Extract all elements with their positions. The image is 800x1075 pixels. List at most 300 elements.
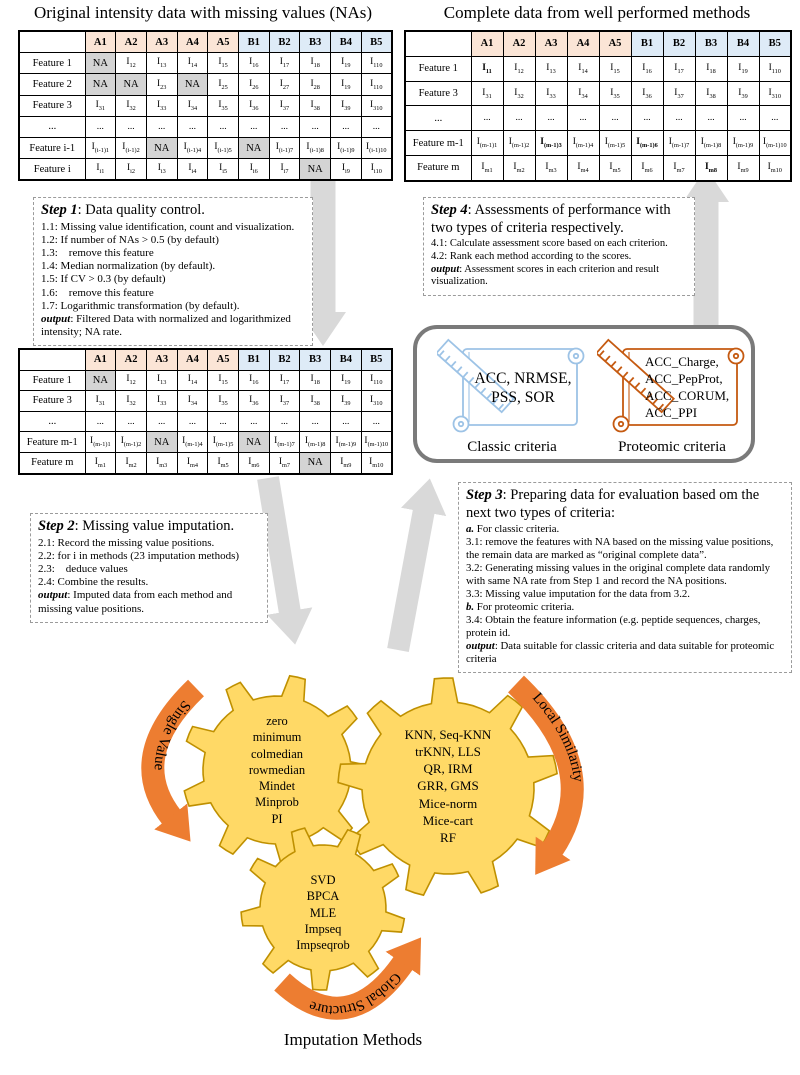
intensity-value-cell: ... bbox=[361, 411, 392, 432]
criteria-panel bbox=[413, 325, 755, 463]
intensity-value-cell: ... bbox=[85, 411, 116, 432]
step-text-line: output: Imputed data from each method and missing value positions. bbox=[38, 589, 236, 615]
global-structure-arrow-label: Global Structure bbox=[307, 969, 404, 1018]
text-line: Impseqrob bbox=[296, 938, 350, 952]
intensity-value-cell: ... bbox=[471, 106, 503, 131]
intensity-value-cell: ... bbox=[208, 116, 239, 137]
intensity-value-cell: $I_{39}$ bbox=[331, 95, 362, 116]
text-line: Impseq bbox=[304, 921, 342, 936]
step-text-line: output: Filtered Data with normalized and logarithmized intensity; NA rate. bbox=[41, 313, 294, 339]
column-header: A1 bbox=[85, 349, 116, 370]
intensity-value-cell: $I_{m10}$ bbox=[759, 155, 791, 180]
column-header: B5 bbox=[759, 31, 791, 56]
intensity-value-cell: $I_{19}$ bbox=[331, 74, 362, 95]
step-text-line: 1.1: Missing value identification, count and visualization. bbox=[41, 220, 295, 233]
na-cell: NA bbox=[300, 159, 331, 181]
table-row bbox=[19, 53, 392, 74]
column-header: A2 bbox=[116, 349, 147, 370]
column-header: A3 bbox=[535, 31, 567, 56]
classic-criteria-list bbox=[471, 352, 575, 424]
intensity-value-cell: $I_{28}$ bbox=[300, 74, 331, 95]
intensity-value-cell: $I_{(m-1)9}$ bbox=[727, 131, 759, 156]
column-header bbox=[19, 31, 85, 53]
row-label: Feature m bbox=[405, 155, 471, 180]
intensity-value-cell: ... bbox=[269, 411, 300, 432]
row-label: Feature m bbox=[19, 452, 85, 473]
intensity-value-cell: $I_{(i-1)5}$ bbox=[208, 137, 239, 158]
local-similarity-arrow-label: Local Similarity bbox=[528, 690, 586, 783]
global-structure-methods bbox=[263, 872, 383, 953]
intensity-value-cell: $I_{i3}$ bbox=[146, 159, 177, 181]
intensity-value-cell: $I_{(m-1)7}$ bbox=[663, 131, 695, 156]
single-value-methods bbox=[207, 713, 347, 827]
step4-box bbox=[423, 197, 695, 296]
intensity-value-cell: $I_{19}$ bbox=[331, 370, 362, 391]
row-label: Feature m-1 bbox=[19, 432, 85, 453]
table-row bbox=[405, 56, 791, 81]
intensity-value-cell: $I_{i10}$ bbox=[361, 159, 392, 181]
column-header: A1 bbox=[85, 31, 116, 53]
row-label: Feature 1 bbox=[405, 56, 471, 81]
intensity-value-cell: ... bbox=[116, 411, 147, 432]
intensity-value-cell: $I_{110}$ bbox=[361, 370, 392, 391]
column-header: B5 bbox=[361, 31, 392, 53]
column-header: A5 bbox=[599, 31, 631, 56]
intensity-value-cell: $I_{14}$ bbox=[177, 53, 208, 74]
intensity-value-cell: $I_{26}$ bbox=[238, 74, 269, 95]
step-text-line: output: Data suitable for classic criteria and data suitable for proteomic criteria bbox=[466, 639, 777, 665]
text-line: colmedian bbox=[250, 746, 304, 761]
intensity-value-cell: $I_{33}$ bbox=[146, 391, 177, 412]
na-cell: NA bbox=[177, 74, 208, 95]
step-text-line: 3.4: Obtain the feature information (e.g. peptide sequences, charges, protein id. bbox=[466, 614, 764, 639]
table-row bbox=[405, 106, 791, 131]
intensity-value-cell: ... bbox=[208, 411, 239, 432]
text-line: BPCA bbox=[306, 889, 340, 904]
intensity-value-cell: $I_{37}$ bbox=[663, 81, 695, 106]
column-header: A2 bbox=[503, 31, 535, 56]
intensity-value-cell: ... bbox=[238, 411, 269, 432]
left-table-title: Original intensity data with missing values (NAs) bbox=[33, 3, 373, 22]
intensity-value-cell: $I_{32}$ bbox=[503, 81, 535, 106]
intensity-value-cell: $I_{m8}$ bbox=[695, 155, 727, 180]
column-header: A1 bbox=[471, 31, 503, 56]
intensity-value-cell: $I_{35}$ bbox=[208, 95, 239, 116]
intensity-value-cell: $I_{(m-1)10}$ bbox=[361, 432, 392, 453]
intensity-value-cell: $I_{(m-1)5}$ bbox=[208, 432, 239, 453]
intensity-value-cell: $I_{18}$ bbox=[300, 370, 331, 391]
intensity-value-cell: $I_{110}$ bbox=[361, 74, 392, 95]
row-label: Feature 3 bbox=[19, 95, 85, 116]
intensity-value-cell: $I_{11}$ bbox=[471, 56, 503, 81]
step-text-line: 2.1: Record the missing value positions. bbox=[38, 536, 215, 549]
intensity-value-cell: $I_{38}$ bbox=[695, 81, 727, 106]
column-header: A5 bbox=[208, 31, 239, 53]
intensity-value-cell: $I_{18}$ bbox=[695, 56, 727, 81]
intensity-value-cell: $I_{34}$ bbox=[177, 95, 208, 116]
intensity-value-cell: $I_{(m-1)6}$ bbox=[631, 131, 663, 156]
filtered-data-table bbox=[18, 348, 393, 475]
intensity-value-cell: $I_{37}$ bbox=[269, 95, 300, 116]
figure-caption: Imputation Methods bbox=[283, 1030, 423, 1049]
table-row bbox=[19, 95, 392, 116]
intensity-value-cell: $I_{12}$ bbox=[503, 56, 535, 81]
intensity-value-cell: $I_{(m-1)10}$ bbox=[759, 131, 791, 156]
intensity-value-cell: $I_{16}$ bbox=[631, 56, 663, 81]
intensity-value-cell: $I_{(m-1)1}$ bbox=[85, 432, 116, 453]
step-text-line: 1.5: If CV > 0.3 (by default) bbox=[41, 273, 166, 286]
table-row bbox=[19, 159, 392, 181]
intensity-value-cell: $I_{(m-1)4}$ bbox=[177, 432, 208, 453]
intensity-value-cell: $I_{15}$ bbox=[599, 56, 631, 81]
intensity-value-cell: ... bbox=[300, 116, 331, 137]
intensity-value-cell: $I_{31}$ bbox=[85, 95, 116, 116]
intensity-value-cell: $I_{39}$ bbox=[331, 391, 362, 412]
intensity-value-cell: $I_{36}$ bbox=[631, 81, 663, 106]
intensity-value-cell: $I_{14}$ bbox=[177, 370, 208, 391]
right-table-title: Complete data from well performed methods bbox=[443, 3, 751, 22]
intensity-value-cell: $I_{(m-1)9}$ bbox=[331, 432, 362, 453]
intensity-value-cell: $I_{m6}$ bbox=[631, 155, 663, 180]
intensity-value-cell: $I_{37}$ bbox=[269, 391, 300, 412]
row-label: Feature 2 bbox=[19, 74, 85, 95]
proteomic-criteria-scroll bbox=[597, 334, 747, 444]
intensity-value-cell: ... bbox=[599, 106, 631, 131]
intensity-value-cell: ... bbox=[146, 116, 177, 137]
intensity-value-cell: $I_{m3}$ bbox=[535, 155, 567, 180]
intensity-value-cell: $I_{12}$ bbox=[116, 53, 147, 74]
text-line: GRR, GMS bbox=[417, 778, 479, 794]
column-header: B1 bbox=[238, 31, 269, 53]
column-header: B2 bbox=[269, 31, 300, 53]
intensity-value-cell: $I_{32}$ bbox=[116, 391, 147, 412]
text-line: ACC_Charge, bbox=[645, 354, 719, 370]
step-text-line: Step 4: Assessments of performance with two types of criteria respectively. bbox=[431, 202, 671, 236]
step1-box bbox=[33, 197, 313, 346]
intensity-value-cell: ... bbox=[331, 116, 362, 137]
column-header: A4 bbox=[177, 31, 208, 53]
intensity-value-cell: $I_{38}$ bbox=[300, 391, 331, 412]
original-data-table bbox=[18, 30, 393, 181]
intensity-value-cell: $I_{13}$ bbox=[146, 370, 177, 391]
na-cell: NA bbox=[85, 74, 116, 95]
row-label: Feature 3 bbox=[19, 391, 85, 412]
column-header: B1 bbox=[238, 349, 269, 370]
column-header: B4 bbox=[727, 31, 759, 56]
intensity-value-cell: $I_{33}$ bbox=[146, 95, 177, 116]
intensity-value-cell: $I_{32}$ bbox=[116, 95, 147, 116]
step3-box bbox=[458, 482, 792, 673]
step-text-line: 3.3: Missing value imputation for the data from 3.2. bbox=[466, 588, 690, 601]
proteomic-criteria-list bbox=[631, 352, 755, 424]
intensity-value-cell: $I_{18}$ bbox=[300, 53, 331, 74]
intensity-value-cell: ... bbox=[269, 116, 300, 137]
intensity-value-cell: $I_{m9}$ bbox=[727, 155, 759, 180]
text-line: ACC_PPI bbox=[645, 404, 698, 420]
intensity-value-cell: ... bbox=[177, 411, 208, 432]
na-cell: NA bbox=[238, 432, 269, 453]
text-line: minimum bbox=[252, 730, 302, 745]
intensity-value-cell: $I_{39}$ bbox=[727, 81, 759, 106]
column-header: B5 bbox=[361, 349, 392, 370]
proteomic-criteria-label: Proteomic criteria bbox=[618, 439, 726, 455]
intensity-value-cell: $I_{17}$ bbox=[269, 370, 300, 391]
row-label: Feature i bbox=[19, 159, 85, 181]
table-row bbox=[19, 411, 392, 432]
text-line: rowmedian bbox=[248, 762, 306, 777]
intensity-value-cell: $I_{33}$ bbox=[535, 81, 567, 106]
text-line: SVD bbox=[310, 873, 336, 887]
step2-box bbox=[30, 513, 268, 623]
intensity-value-cell: ... bbox=[331, 411, 362, 432]
table-row bbox=[19, 116, 392, 137]
intensity-value-cell: $I_{17}$ bbox=[269, 53, 300, 74]
intensity-value-cell: $I_{310}$ bbox=[759, 81, 791, 106]
column-header: B1 bbox=[631, 31, 663, 56]
step-text-line: 4.1: Calculate assessment score based on each criterion. bbox=[431, 238, 668, 250]
intensity-value-cell: $I_{12}$ bbox=[116, 370, 147, 391]
na-cell: NA bbox=[116, 74, 147, 95]
na-cell: NA bbox=[85, 370, 116, 391]
table-row bbox=[19, 74, 392, 95]
row-label: ... bbox=[19, 411, 85, 432]
row-label: Feature i-1 bbox=[19, 137, 85, 158]
intensity-value-cell: ... bbox=[759, 106, 791, 131]
intensity-value-cell: $I_{m4}$ bbox=[567, 155, 599, 180]
intensity-value-cell: $I_{(i-1)2}$ bbox=[116, 137, 147, 158]
intensity-value-cell: $I_{(m-1)4}$ bbox=[567, 131, 599, 156]
intensity-value-cell: $I_{34}$ bbox=[567, 81, 599, 106]
table-row bbox=[19, 432, 392, 453]
step-text-line: 1.7: Logarithmic transformation (by default). bbox=[41, 299, 240, 312]
intensity-value-cell: $I_{i1}$ bbox=[85, 159, 116, 181]
text-line: Mice-cart bbox=[422, 812, 474, 828]
intensity-value-cell: $I_{31}$ bbox=[471, 81, 503, 106]
intensity-value-cell: $I_{(m-1)2}$ bbox=[503, 131, 535, 156]
step-text-line: output: Assessment scores in each criterion and result visualization. bbox=[431, 263, 662, 288]
step-text-line: 3.2: Generating missing values in the original complete data randomly with same NA rate from Step 1 and record the NA positions. bbox=[466, 562, 773, 588]
single-value-arrow-label: Single Value bbox=[150, 696, 194, 771]
intensity-value-cell: $I_{m5}$ bbox=[208, 452, 239, 473]
intensity-value-cell: $I_{(m-1)1}$ bbox=[471, 131, 503, 156]
intensity-value-cell: ... bbox=[567, 106, 599, 131]
step-text-line: Step 2: Missing value imputation. bbox=[38, 518, 235, 534]
intensity-value-cell: $I_{i7}$ bbox=[269, 159, 300, 181]
column-header: B2 bbox=[269, 349, 300, 370]
na-cell: NA bbox=[85, 53, 116, 74]
intensity-value-cell: $I_{19}$ bbox=[331, 53, 362, 74]
step-text-line: 4.2: Rank each method according to the scores. bbox=[431, 251, 632, 263]
row-label: Feature m-1 bbox=[405, 131, 471, 156]
text-line: KNN, Seq-KNN bbox=[404, 727, 492, 742]
intensity-value-cell: ... bbox=[663, 106, 695, 131]
intensity-value-cell: ... bbox=[238, 116, 269, 137]
table-row bbox=[19, 370, 392, 391]
intensity-value-cell: $I_{(m-1)5}$ bbox=[599, 131, 631, 156]
intensity-value-cell: $I_{310}$ bbox=[361, 391, 392, 412]
column-header: B3 bbox=[300, 349, 331, 370]
text-line: PI bbox=[271, 811, 283, 826]
text-line: RF bbox=[440, 829, 456, 845]
classic-criteria-label: Classic criteria bbox=[467, 439, 557, 455]
intensity-value-cell: $I_{m4}$ bbox=[177, 452, 208, 473]
intensity-value-cell: $I_{23}$ bbox=[146, 74, 177, 95]
intensity-value-cell: ... bbox=[177, 116, 208, 137]
text-line: ACC_CORUM, bbox=[645, 388, 730, 403]
intensity-value-cell: ... bbox=[503, 106, 535, 131]
text-line: zero bbox=[266, 714, 288, 728]
intensity-value-cell: $I_{110}$ bbox=[361, 53, 392, 74]
column-header: B3 bbox=[695, 31, 727, 56]
classic-criteria-scroll bbox=[437, 334, 587, 444]
column-header: A4 bbox=[567, 31, 599, 56]
intensity-value-cell: $I_{35}$ bbox=[208, 391, 239, 412]
intensity-value-cell: ... bbox=[695, 106, 727, 131]
intensity-value-cell: $I_{(m-1)7}$ bbox=[269, 432, 300, 453]
na-cell: NA bbox=[300, 452, 331, 473]
intensity-value-cell: $I_{15}$ bbox=[208, 370, 239, 391]
arrow-filtered-to-gears bbox=[268, 478, 290, 613]
intensity-value-cell: $I_{34}$ bbox=[177, 391, 208, 412]
intensity-value-cell: $I_{(i-1)4}$ bbox=[177, 137, 208, 158]
intensity-value-cell: $I_{(m-1)2}$ bbox=[116, 432, 147, 453]
intensity-value-cell: $I_{16}$ bbox=[238, 370, 269, 391]
intensity-value-cell: ... bbox=[300, 411, 331, 432]
row-label: ... bbox=[19, 116, 85, 137]
intensity-value-cell: $I_{(m-1)3}$ bbox=[535, 131, 567, 156]
intensity-value-cell: $I_{16}$ bbox=[238, 53, 269, 74]
intensity-value-cell: ... bbox=[361, 116, 392, 137]
intensity-value-cell: $I_{13}$ bbox=[535, 56, 567, 81]
intensity-value-cell: $I_{15}$ bbox=[208, 53, 239, 74]
intensity-value-cell: $I_{i9}$ bbox=[331, 159, 362, 181]
na-cell: NA bbox=[146, 432, 177, 453]
step-text-line: 3.1: remove the features with NA based on the missing value positions, the remain data are marked as “original complete data”. bbox=[466, 536, 777, 562]
step-text-line: 2.2: for i in methods (23 imputation methods) bbox=[38, 549, 240, 562]
intensity-value-cell: ... bbox=[631, 106, 663, 131]
column-header: B4 bbox=[331, 349, 362, 370]
intensity-value-cell: ... bbox=[727, 106, 759, 131]
step-text-line: Step 1: Data quality control. bbox=[41, 202, 205, 218]
step-text-line: a. For classic criteria. bbox=[466, 523, 560, 536]
column-header: A4 bbox=[177, 349, 208, 370]
step-text-line: 1.6: remove this feature bbox=[41, 286, 154, 299]
intensity-value-cell: $I_{m3}$ bbox=[146, 452, 177, 473]
intensity-value-cell: $I_{i2}$ bbox=[116, 159, 147, 181]
intensity-value-cell: $I_{36}$ bbox=[238, 391, 269, 412]
intensity-value-cell: $I_{(i-1)1}$ bbox=[85, 137, 116, 158]
column-header: B3 bbox=[300, 31, 331, 53]
intensity-value-cell: $I_{m7}$ bbox=[663, 155, 695, 180]
column-header: A5 bbox=[208, 349, 239, 370]
column-header: A3 bbox=[146, 31, 177, 53]
intensity-value-cell: $I_{17}$ bbox=[663, 56, 695, 81]
intensity-value-cell: $I_{m9}$ bbox=[331, 452, 362, 473]
row-label: Feature 1 bbox=[19, 53, 85, 74]
column-header: B2 bbox=[663, 31, 695, 56]
intensity-value-cell: $I_{19}$ bbox=[727, 56, 759, 81]
intensity-value-cell: $I_{m5}$ bbox=[599, 155, 631, 180]
intensity-value-cell: $I_{36}$ bbox=[238, 95, 269, 116]
text-line: Mice-norm bbox=[418, 795, 478, 811]
text-line: trKNN, LLS bbox=[415, 744, 481, 760]
complete-data-table bbox=[404, 30, 792, 182]
table-row bbox=[19, 391, 392, 412]
intensity-value-cell: $I_{(i-1)9}$ bbox=[331, 137, 362, 158]
text-line: ACC_PepProt, bbox=[645, 371, 723, 387]
column-header: A3 bbox=[146, 349, 177, 370]
step-text-line: Step 3: Preparing data for evaluation based om the next two types of criteria: bbox=[466, 487, 760, 521]
step-text-line: 1.2: If number of NAs > 0.5 (by default) bbox=[41, 233, 219, 246]
table-row bbox=[19, 452, 392, 473]
intensity-value-cell: $I_{m1}$ bbox=[471, 155, 503, 180]
text-line: PSS, SOR bbox=[491, 389, 555, 406]
intensity-value-cell: $I_{i6}$ bbox=[238, 159, 269, 181]
intensity-value-cell: $I_{m10}$ bbox=[361, 452, 392, 473]
intensity-value-cell: $I_{110}$ bbox=[759, 56, 791, 81]
text-line: Minprob bbox=[255, 795, 299, 810]
table-row bbox=[405, 81, 791, 106]
na-cell: NA bbox=[238, 137, 269, 158]
column-header: A2 bbox=[116, 31, 147, 53]
intensity-value-cell: $I_{(i-1)8}$ bbox=[300, 137, 331, 158]
intensity-value-cell: $I_{m2}$ bbox=[116, 452, 147, 473]
row-label: ... bbox=[405, 106, 471, 131]
intensity-value-cell: ... bbox=[535, 106, 567, 131]
table-row bbox=[405, 155, 791, 180]
intensity-value-cell: $I_{25}$ bbox=[208, 74, 239, 95]
step-text-line: b. For proteomic criteria. bbox=[466, 601, 575, 614]
text-line: ACC, NRMSE, bbox=[474, 369, 572, 387]
step-text-line: 2.4: Combine the results. bbox=[38, 576, 149, 589]
row-label: Feature 1 bbox=[19, 370, 85, 391]
intensity-value-cell: $I_{13}$ bbox=[146, 53, 177, 74]
intensity-value-cell: $I_{31}$ bbox=[85, 391, 116, 412]
intensity-value-cell: $I_{(m-1)8}$ bbox=[695, 131, 727, 156]
local-similarity-methods bbox=[368, 726, 528, 846]
intensity-value-cell: ... bbox=[116, 116, 147, 137]
intensity-value-cell: $I_{m2}$ bbox=[503, 155, 535, 180]
column-header bbox=[19, 349, 85, 370]
intensity-value-cell: $I_{(m-1)8}$ bbox=[300, 432, 331, 453]
intensity-value-cell: ... bbox=[146, 411, 177, 432]
step-text-line: 1.4: Median normalization (by default). bbox=[41, 260, 216, 273]
table-row bbox=[19, 137, 392, 158]
intensity-value-cell: $I_{m1}$ bbox=[85, 452, 116, 473]
intensity-value-cell: $I_{m7}$ bbox=[269, 452, 300, 473]
intensity-value-cell: $I_{27}$ bbox=[269, 74, 300, 95]
na-cell: NA bbox=[146, 137, 177, 158]
column-header: B4 bbox=[331, 31, 362, 53]
intensity-value-cell: $I_{(i-1)10}$ bbox=[361, 137, 392, 158]
intensity-value-cell: $I_{(i-1)7}$ bbox=[269, 137, 300, 158]
table-row bbox=[405, 131, 791, 156]
step-text-line: 2.3: deduce values bbox=[38, 563, 128, 576]
step-text-line: 1.3: remove this feature bbox=[41, 247, 154, 260]
arrow-gears-to-step3 bbox=[398, 510, 424, 650]
row-label: Feature 3 bbox=[405, 81, 471, 106]
text-line: MLE bbox=[309, 905, 337, 920]
intensity-value-cell: $I_{i4}$ bbox=[177, 159, 208, 181]
text-line: QR, IRM bbox=[423, 761, 473, 777]
intensity-value-cell: ... bbox=[85, 116, 116, 137]
intensity-value-cell: $I_{i5}$ bbox=[208, 159, 239, 181]
intensity-value-cell: $I_{m6}$ bbox=[238, 452, 269, 473]
intensity-value-cell: $I_{14}$ bbox=[567, 56, 599, 81]
intensity-value-cell: $I_{35}$ bbox=[599, 81, 631, 106]
text-line: Mindet bbox=[258, 779, 296, 793]
intensity-value-cell: $I_{38}$ bbox=[300, 95, 331, 116]
